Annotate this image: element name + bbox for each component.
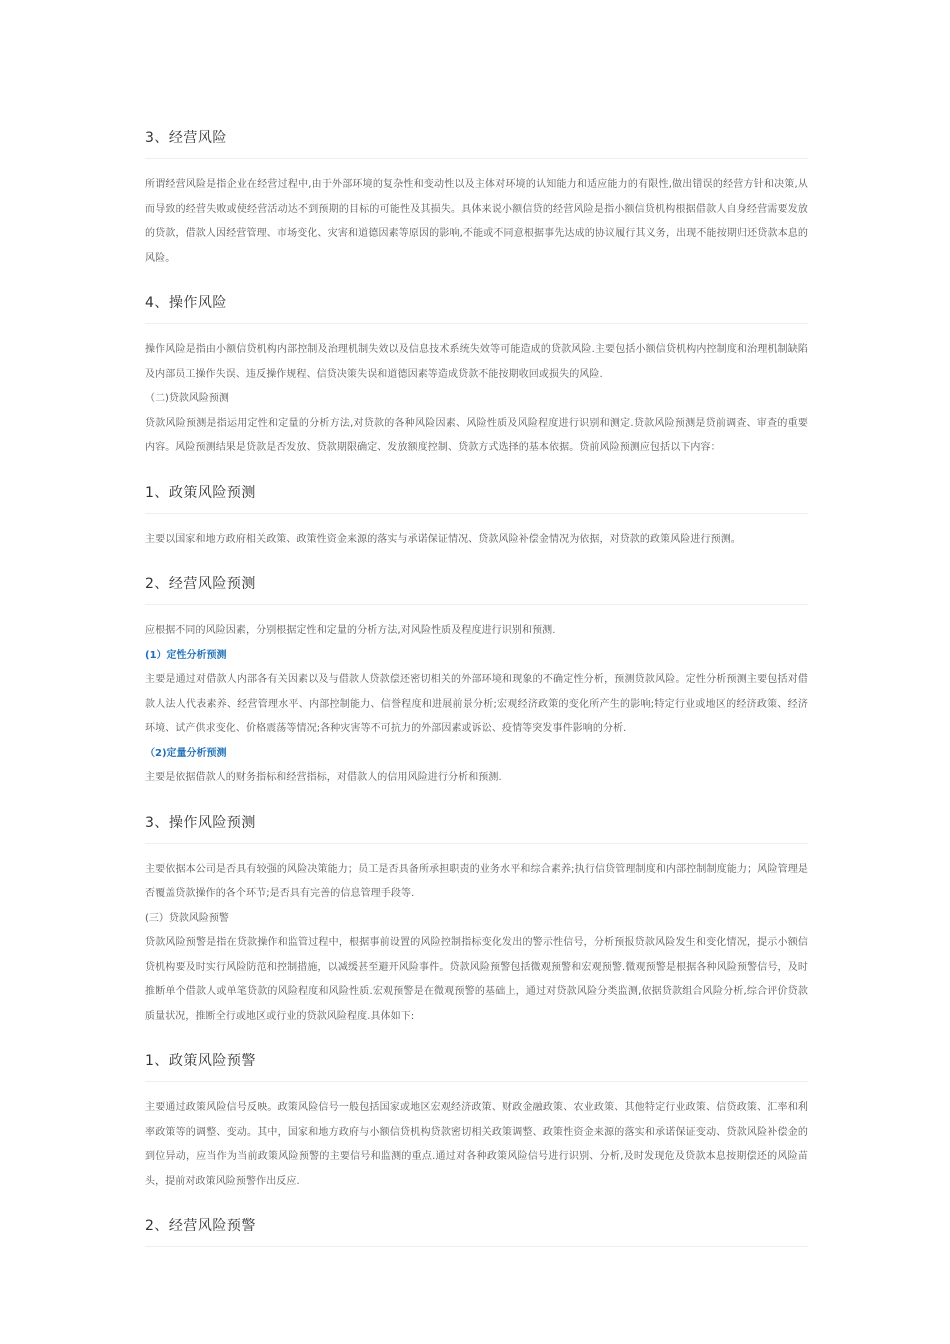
heading-operational-risk: 4、操作风险 <box>145 285 808 324</box>
paragraph-operating-risk-forecast: 应根据不同的风险因素，分别根据定性和定量的分析方法,对风险性质及程度进行识别和预测. <box>145 625 556 636</box>
heading-operating-risk-forecast: 2、经营风险预测 <box>145 566 808 605</box>
paragraph-loan-risk-forecast: 贷款风险预测是指运用定性和定量的分析方法,对贷款的各种风险因素、风险性质及风险程度进行识别和测定.贷款风险预测是贷前调查、审查的重要内容。风险预测结果是贷款是否发放、贷款期限确定、发放额度控制、贷款方式选择的基本依据。贷前风险预测应包括以下内容： <box>145 417 808 453</box>
subheading-quantitative-analysis: （2)定量分析预测 <box>145 747 227 759</box>
heading-operational-risk-forecast: 3、操作风险预测 <box>145 805 808 844</box>
paragraph-operational-risk-forecast: 主要依据本公司是否具有较强的风险决策能力；员工是否具备所承担职责的业务水平和综合素养;执行信贷管理制度和内部控制制度能力；风险管理是否覆盖贷款操作的各个环节;是否具有完善的信息管理手段等. <box>145 863 808 899</box>
subheading-loan-risk-warning: (三）贷款风险预警 <box>145 912 229 924</box>
paragraph-policy-risk-forecast: 主要以国家和地方政府相关政策、政策性资金来源的落实与承诺保证情况、贷款风险补偿金情况为依据，对贷款的政策风险进行预测。 <box>145 533 741 545</box>
paragraph-quantitative-analysis: 主要是依据借款人的财务指标和经营指标，对借款人的信用风险进行分析和预测. <box>145 772 502 783</box>
heading-policy-risk-warning: 1、政策风险预警 <box>145 1043 808 1082</box>
document-content <box>145 120 808 1261</box>
paragraph-qualitative-analysis: 主要是通过对借款人内部各有关因素以及与借款人贷款偿还密切相关的外部环境和现象的不确定性分析，预测贷款风险。定性分析预测主要包括对借款人法人代表素养、经营管理水平、内部控制能力、信誉程度和进展前景分析;宏观经济政策的变化所产生的影响;特定行业或地区的经济政策、经济环境、试产供求变化、价格震荡等情况;各种灾害等不可抗力的外部因素或诉讼、疫情等突发事件影响的分析. <box>145 674 808 734</box>
paragraph-operational-risk: 操作风险是指由小额信贷机构内部控制及治理机制失效以及信息技术系统失效等可能造成的贷款风险.主要包括小额信贷机构内控制度和治理机制缺陷及内部员工操作失误、违反操作规程、信贷决策失误和道德因素等造成贷款不能按期收回或损失的风险. <box>145 344 808 380</box>
paragraph-policy-risk-warning: 主要通过政策风险信号反映。政策风险信号一般包括国家或地区宏观经济政策、财政金融政策、农业政策、其他特定行业政策、信贷政策、汇率和利率政策等的调整、变动。其中，国家和地方政府与小额信贷机构贷款密切相关政策调整、政策性资金来源的落实和承诺保证变动、贷款风险补偿金的到位异动，应当作为当前政策风险预警的主要信号和监测的重点.通过对各种政策风险信号进行识别、分析,及时发现危及贷款本息按期偿还的风险苗头，提前对政策风险预警作出反应. <box>145 1102 808 1187</box>
paragraph-loan-risk-warning: 贷款风险预警是指在贷款操作和监管过程中，根据事前设置的风险控制指标变化发出的警示性信号，分析预报贷款风险发生和变化情况，提示小额信贷机构要及时实行风险防范和控制措施，以减缓甚至避开风险事件。贷款风险预警包括微观预警和宏观预警.微观预警是根据各种风险预警信号，及时推断单个借款人或单笔贷款的风险程度和风险性质.宏观预警是在微观预警的基础上，通过对贷款风险分类监测,依据贷款组合风险分析,综合评价贷款质量状况，推断全行或地区或行业的贷款风险程度.具体如下: <box>145 937 808 1022</box>
heading-policy-risk-forecast: 1、政策风险预测 <box>145 475 808 514</box>
subheading-qualitative-analysis: (1）定性分析预测 <box>145 649 227 661</box>
paragraph-operating-risk: 所谓经营风险是指企业在经营过程中,由于外部环境的复杂性和变动性以及主体对环境的认知能力和适应能力的有限性,做出错误的经营方针和决策,从而导致的经营失败或使经营活动达不到预期的目标的可能性及其损失。具体来说小额信贷的经营风险是指小额信贷机构根据借款人自身经营需要发放的贷款，借款人因经营管理、市场变化、灾害和道德因素等原因的影响,不能或不同意根据事先达成的协议履行其义务，出现不能按期归还贷款本息的风险。 <box>145 179 808 264</box>
heading-operating-risk: 3、经营风险 <box>145 120 808 159</box>
subheading-loan-risk-forecast: （二)贷款风险预测 <box>145 393 229 404</box>
heading-operating-risk-warning: 2、经营风险预警 <box>145 1208 808 1247</box>
